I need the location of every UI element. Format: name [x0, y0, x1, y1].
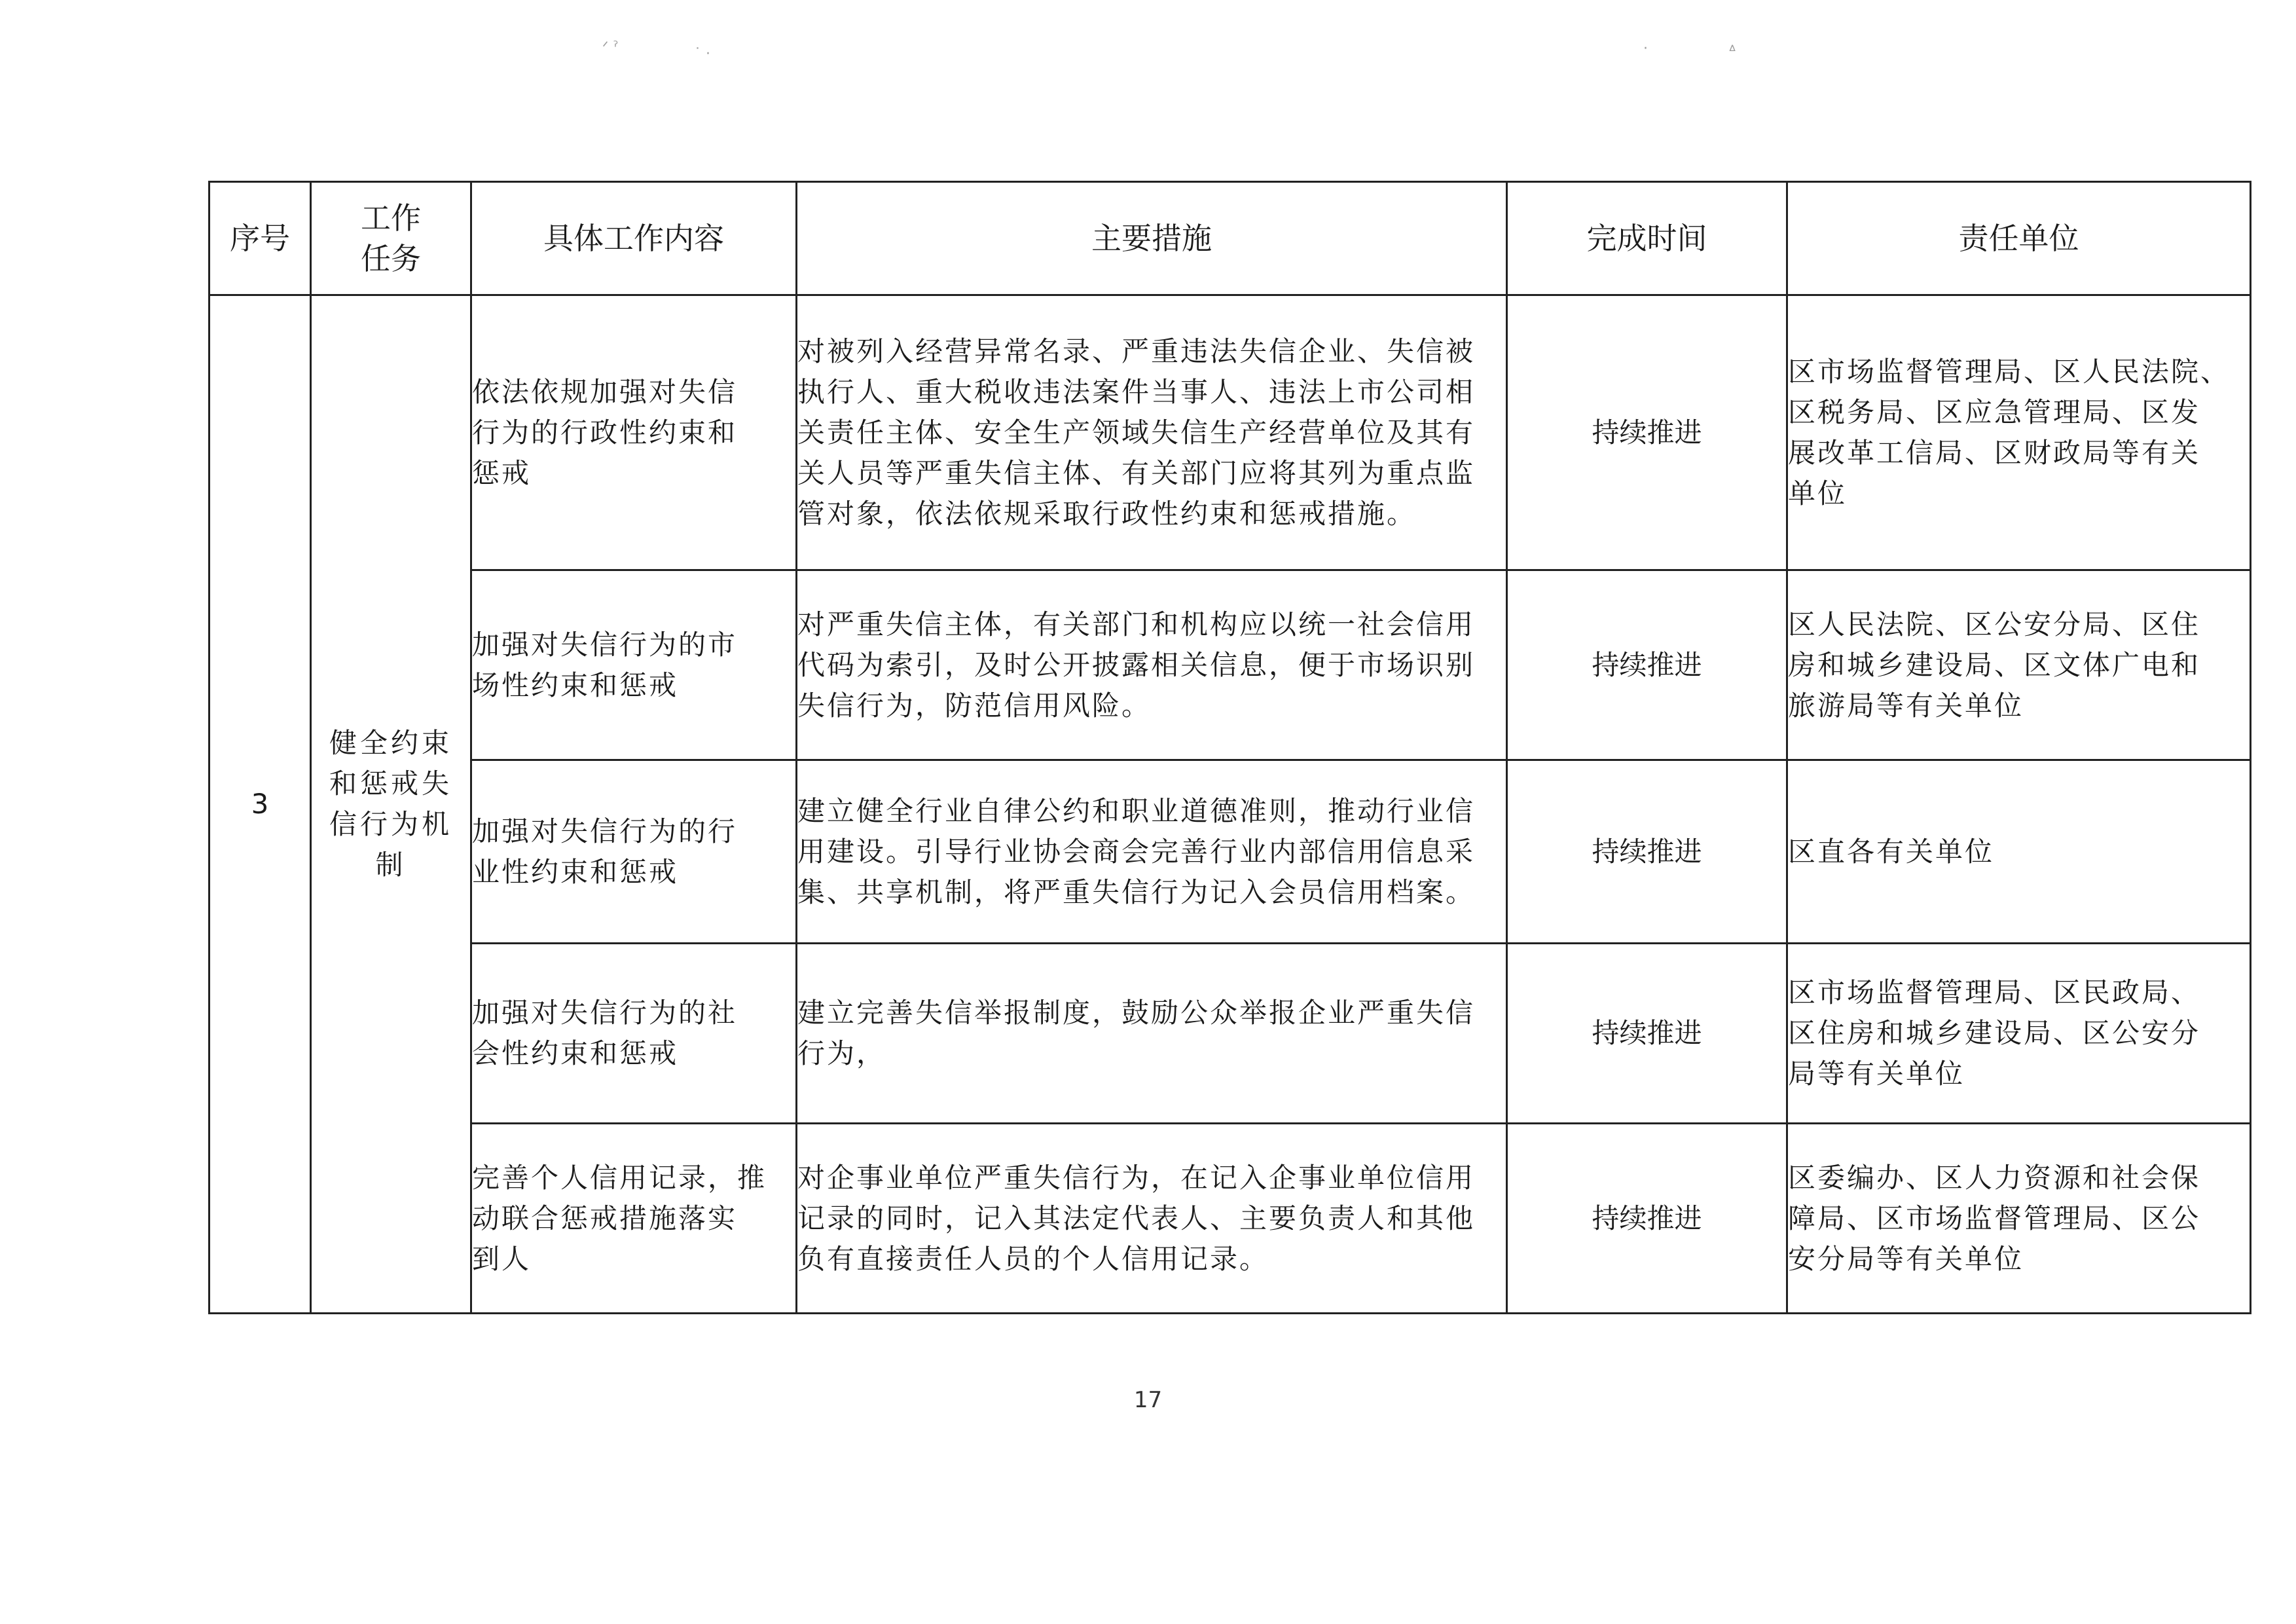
scan-artifact: ᐞ	[1728, 43, 1736, 60]
content-cell: 加强对失信行为的社 会性约束和惩戒	[471, 944, 797, 1124]
time-cell: 持续推进	[1507, 944, 1787, 1124]
time-cell: 持续推进	[1507, 760, 1787, 944]
table-row	[210, 295, 2251, 570]
dept-cell: 区市场监督管理局、区人民法院、 区税务局、区应急管理局、区发 展改革工信局、区财政局等有关 单位	[1787, 295, 2251, 570]
table-row	[210, 1124, 2251, 1314]
time-cell: 持续推进	[1507, 295, 1787, 570]
scan-artifact: ˙ ·	[694, 46, 710, 62]
table-row	[210, 570, 2251, 760]
content-cell: 加强对失信行为的市 场性约束和惩戒	[471, 570, 797, 760]
time-cell: 持续推进	[1507, 1124, 1787, 1314]
header-time: 完成时间	[1507, 182, 1787, 295]
dept-cell: 区直各有关单位	[1787, 760, 2251, 944]
dept-cell: 区委编办、区人力资源和社会保 障局、区市场监督管理局、区公 安分局等有关单位	[1787, 1124, 2251, 1314]
measures-cell: 对被列入经营异常名录、严重违法失信企业、失信被 执行人、重大税收违法案件当事人、违法上市公司相 关责任主体、安全生产领域失信生产经营单位及其有 关人员等严重失信主体、有关部门应将其列为重点监 管对象，依法依规采取行政性约束和惩戒措施。	[797, 295, 1507, 570]
time-cell: 持续推进	[1507, 570, 1787, 760]
measures-cell: 对企事业单位严重失信行为，在记入企事业单位信用 记录的同时，记入其法定代表人、主要负责人和其他 负有直接责任人员的个人信用记录。	[797, 1124, 1507, 1314]
content-cell: 加强对失信行为的行 业性约束和惩戒	[471, 760, 797, 944]
table-row	[210, 760, 2251, 944]
scan-artifact: ᐟ ˀ	[602, 39, 619, 56]
content-cell: 依法依规加强对失信 行为的行政性约束和 惩戒	[471, 295, 797, 570]
content-cell: 完善个人信用记录，推 动联合惩戒措施落实 到人	[471, 1124, 797, 1314]
seq-cell: 3	[210, 295, 311, 1314]
measures-cell: 建立健全行业自律公约和职业道德准则，推动行业信 用建设。引导行业协会商会完善行业内部信用信息采 集、共享机制，将严重失信行为记入会员信用档案。	[797, 760, 1507, 944]
table-row	[210, 944, 2251, 1124]
header-task: 工作 任务	[311, 182, 471, 295]
header-dept: 责任单位	[1787, 182, 2251, 295]
table-header-row	[210, 182, 2251, 295]
dept-cell: 区人民法院、区公安分局、区住 房和城乡建设局、区文体广电和 旅游局等有关单位	[1787, 570, 2251, 760]
measures-cell: 建立完善失信举报制度，鼓励公众举报企业严重失信 行为，	[797, 944, 1507, 1124]
work-task-table	[208, 181, 2251, 1314]
task-cell: 健全约束 和惩戒失 信行为机 制	[311, 295, 471, 1314]
header-seq: 序号	[210, 182, 311, 295]
header-measures: 主要措施	[797, 182, 1507, 295]
dept-cell: 区市场监督管理局、区民政局、 区住房和城乡建设局、区公安分 局等有关单位	[1787, 944, 2251, 1124]
header-content: 具体工作内容	[471, 182, 797, 295]
measures-cell: 对严重失信主体，有关部门和机构应以统一社会信用 代码为索引，及时公开披露相关信息，便于市场识别 失信行为，防范信用风险。	[797, 570, 1507, 760]
scan-artifact: ·	[1643, 41, 1648, 57]
page-number: 17	[1133, 1387, 1163, 1413]
